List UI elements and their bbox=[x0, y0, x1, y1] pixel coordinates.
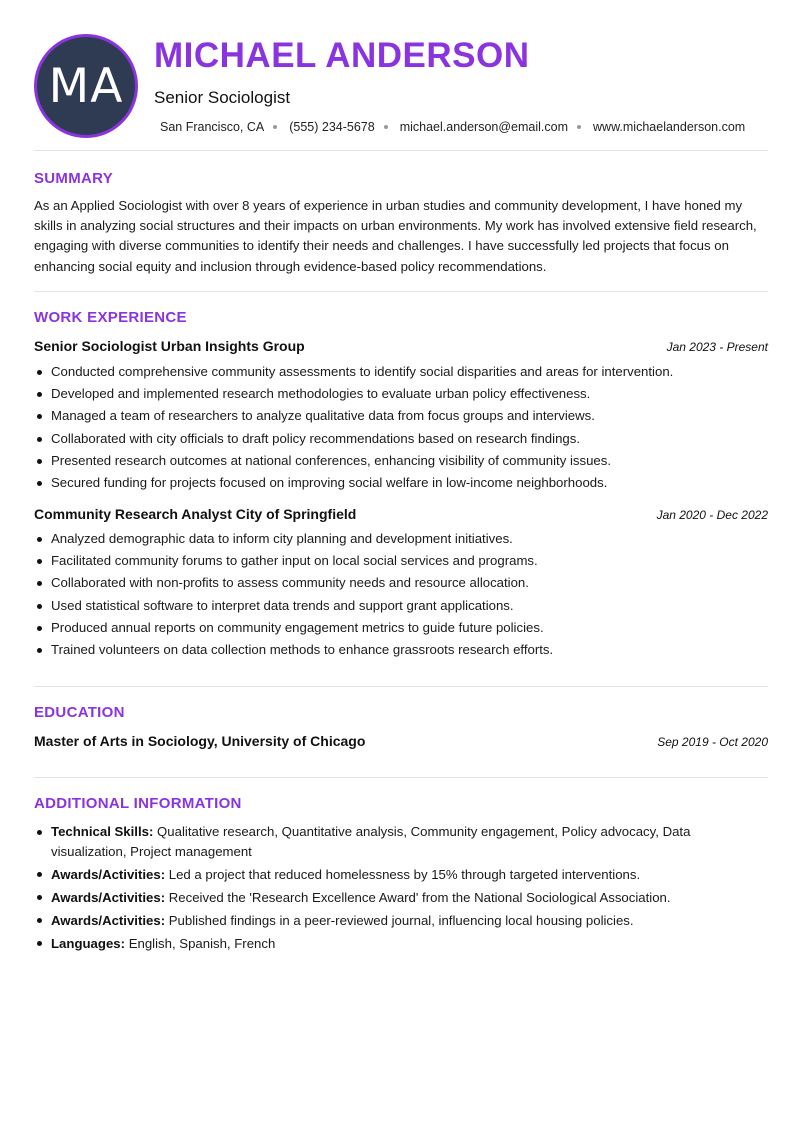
info-label: Technical Skills: bbox=[51, 824, 154, 839]
resume-header bbox=[34, 34, 768, 138]
job-header bbox=[34, 338, 768, 358]
list-item: Secured funding for projects focused on improving social welfare in low-income neighborhoods. bbox=[34, 473, 768, 495]
avatar bbox=[34, 34, 138, 138]
additional-info-heading: ADDITIONAL INFORMATION bbox=[34, 795, 242, 812]
job-bullet-list bbox=[34, 529, 768, 662]
list-item: Conducted comprehensive community assessments to identify social disparities and areas for intervention. bbox=[34, 362, 768, 384]
education-dates: Sep 2019 - Oct 2020 bbox=[657, 735, 768, 749]
info-text: English, Spanish, French bbox=[128, 935, 276, 951]
summary-text: As an Applied Sociologist with over 8 years of experience in urban studies and community development, I have honed my skills in analyzing social structures and their impacts on urban environments. My work has involved extensive field research, engaging with diverse communities to identify their needs and challenges. I have successfully led projects that focus on enhancing social equity and inclusion through evidence-based policy recommendations. bbox=[34, 198, 757, 274]
info-label: Awards/Activities: bbox=[51, 866, 166, 882]
info-label: Awards/Activities: bbox=[51, 889, 166, 905]
contact-website[interactable]: www.michaelanderson.com bbox=[593, 120, 746, 134]
additional-info-list bbox=[34, 822, 768, 957]
job-dates: Jan 2023 - Present bbox=[666, 340, 768, 354]
info-text: Published findings in a peer-reviewed journal, influencing local housing policies. bbox=[168, 912, 634, 928]
list-item: Trained volunteers on data collection methods to enhance grassroots research efforts. bbox=[34, 640, 768, 662]
list-item: Presented research outcomes at national conferences, enhancing visibility of community issues. bbox=[34, 451, 768, 473]
contact-email[interactable]: michael.anderson@email.com bbox=[399, 120, 569, 134]
list-item: Developed and implemented research methodologies to evaluate urban policy effectiveness. bbox=[34, 384, 768, 406]
summary-heading: SUMMARY bbox=[34, 170, 114, 187]
contact-location: San Francisco, CA bbox=[160, 120, 265, 134]
education-entry bbox=[34, 733, 768, 753]
job-dates: Jan 2020 - Dec 2022 bbox=[656, 508, 768, 522]
job-bullet-list bbox=[34, 362, 768, 495]
job-title: Senior Sociologist Urban Insights Group bbox=[34, 338, 305, 354]
job-title: Community Research Analyst City of Springfield bbox=[34, 506, 357, 522]
info-text: Led a project that reduced homelessness by 15% through targeted interventions. bbox=[168, 866, 641, 882]
education-heading: EDUCATION bbox=[34, 704, 125, 721]
candidate-role: Senior Sociologist bbox=[154, 88, 291, 107]
candidate-name: MICHAEL ANDERSON bbox=[154, 36, 530, 75]
job-header bbox=[34, 506, 768, 526]
avatar-initials: MA bbox=[48, 58, 124, 114]
list-item bbox=[34, 911, 768, 931]
info-text: Qualitative research, Quantitative analysis, Community engagement, Policy advocacy, Data visualization, Project management bbox=[51, 824, 691, 859]
contact-phone: (555) 234-5678 bbox=[289, 120, 375, 134]
info-text: Received the 'Research Excellence Award' from the National Sociological Association. bbox=[168, 889, 671, 905]
info-label: Awards/Activities: bbox=[51, 912, 166, 928]
list-item: Collaborated with city officials to draft policy recommendations based on research findings. bbox=[34, 429, 768, 451]
list-item: Analyzed demographic data to inform city planning and development initiatives. bbox=[34, 529, 768, 551]
divider bbox=[34, 291, 768, 292]
list-item: Managed a team of researchers to analyze qualitative data from focus groups and interviews. bbox=[34, 406, 768, 428]
list-item: Facilitated community forums to gather input on local social services and programs. bbox=[34, 551, 768, 573]
list-item: Used statistical software to interpret data trends and support grant applications. bbox=[34, 596, 768, 618]
list-item bbox=[34, 822, 768, 861]
separator-dot-icon bbox=[384, 125, 388, 129]
list-item: Produced annual reports on community engagement metrics to guide future policies. bbox=[34, 618, 768, 640]
list-item: Collaborated with non-profits to assess community needs and resource allocation. bbox=[34, 573, 768, 595]
education-degree: Master of Arts in Sociology, University of Chicago bbox=[34, 733, 366, 749]
contact-info bbox=[160, 120, 745, 134]
divider bbox=[34, 686, 768, 687]
info-label: Languages: bbox=[51, 935, 126, 951]
list-item bbox=[34, 888, 768, 908]
separator-dot-icon bbox=[577, 125, 581, 129]
separator-dot-icon bbox=[273, 125, 277, 129]
divider bbox=[34, 777, 768, 778]
list-item bbox=[34, 865, 768, 885]
list-item bbox=[34, 934, 768, 954]
divider bbox=[34, 150, 768, 151]
work-experience-heading: WORK EXPERIENCE bbox=[34, 309, 187, 326]
